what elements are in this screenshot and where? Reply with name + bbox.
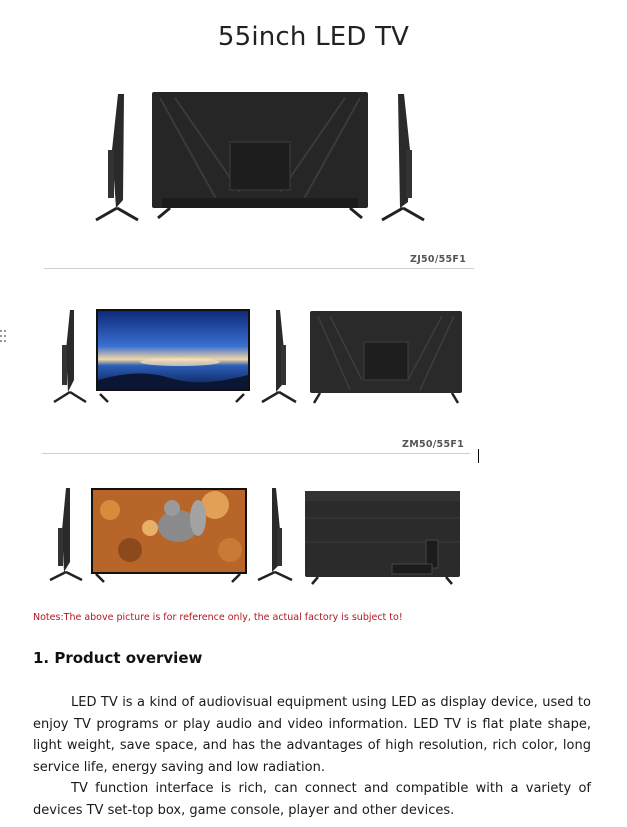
divider-line <box>44 268 474 269</box>
section-heading: 1. Product overview <box>33 649 203 667</box>
model-label-zj50: ZJ50/55F1 <box>410 254 467 265</box>
tv-side-view-left-3 <box>50 488 82 580</box>
tv-rear-view-2 <box>310 311 462 403</box>
tv-rear-view-1 <box>152 92 368 218</box>
overview-paragraph: LED TV is a kind of audiovisual equipment using LED as display device, used to enjoy TV programs or play audio and video information. LED TV is flat plate shape, light weight, save space, and has the advantages of high resolution, rich color, long service life, energy saving and low radiation. <box>33 695 591 775</box>
drag-handle-icon[interactable] <box>0 330 8 344</box>
tv-side-view-left-2 <box>54 310 86 402</box>
tv-side-view-mid-2 <box>262 310 296 402</box>
tv-front-screen-lake <box>96 309 250 402</box>
text-cursor <box>478 449 479 463</box>
tv-front-screen-squirrel <box>91 488 247 582</box>
tv-side-view-mid-3 <box>258 488 292 580</box>
interface-paragraph: TV function interface is rich, can connect and compatible with a variety of devices TV set-top box, game console, player and other devices. <box>33 781 591 818</box>
page-title: 55inch LED TV <box>217 22 410 52</box>
reference-note: Notes:The above picture is for reference only, the actual factory is subject to! <box>33 612 403 623</box>
tv-rear-view-3 <box>305 491 460 584</box>
divider-line <box>42 453 470 454</box>
model-label-zm50: ZM50/55F1 <box>402 439 465 450</box>
tv-side-view-left-1 <box>96 94 138 220</box>
tv-side-view-right-1 <box>382 94 424 220</box>
product-images <box>0 80 627 590</box>
